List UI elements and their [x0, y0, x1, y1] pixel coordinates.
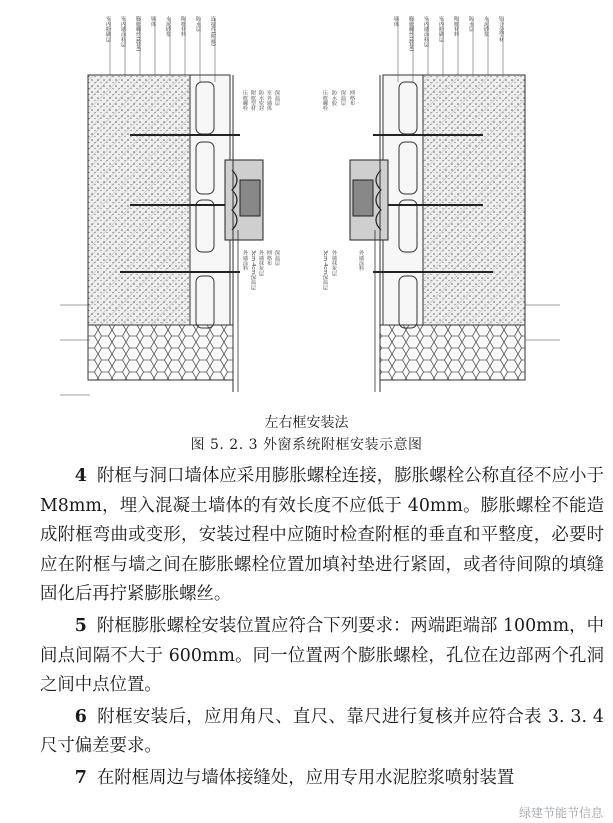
diagram-label: 水泥砂浆	[483, 16, 489, 37]
left-section	[60, 18, 263, 395]
diagram-label: 保温层	[274, 250, 280, 266]
paragraph-number: 7	[74, 767, 87, 788]
diagram-label: 连接件(附框)	[210, 16, 216, 47]
diagram-label: 防水胶	[331, 90, 337, 106]
paragraph-text: 在附框周边与墙体接缝处，应用专用水泥腔浆喷射装置	[96, 767, 515, 788]
diagram-label: 附框材料	[453, 16, 459, 37]
diagram-label: 膨胀螺丝(数量)	[408, 16, 414, 52]
diagram-label: 保温层	[340, 90, 346, 106]
diagram-label: 墙体	[393, 16, 399, 27]
diagram-label: 3cm-4cm保温层	[250, 250, 256, 290]
paragraph-7	[40, 764, 604, 794]
diagram-label: 水泥砂浆	[165, 16, 171, 37]
diagram-label: 外墙涂料	[358, 250, 364, 271]
paragraph-5	[40, 612, 604, 701]
diagram-label: 3cm-4cm保温层	[322, 250, 328, 290]
diagram-label: 外墙抹灰层	[331, 250, 337, 276]
right-section	[350, 18, 560, 392]
diagram-label: 室内粉刷层	[438, 16, 444, 42]
paragraph-text: 附框安装后，应用角尺、直尺、靠尺进行复核并应符合表 3. 3. 4 尺寸偏差要求。	[40, 706, 604, 757]
diagram-label: 压框螺栓	[322, 90, 328, 111]
figure-subtitle: 左右框安装法	[264, 415, 349, 431]
diagram-label: 保温层	[274, 90, 280, 106]
paragraph-text: 附框膨胀螺栓安装位置应符合下列要求：两端距端部 100mm，中间点间隔不大于 600mm。同一位置两个膨胀螺栓，孔位在边部两个孔洞之间中点位置。	[40, 615, 604, 696]
paragraph-text: 附框与洞口墙体应采用膨胀螺栓连接，膨胀螺栓公称直径不应小于 M8mm，埋入混凝土墙体的有效长度不应低于 40mm。膨胀螺栓不能造成附框弯曲或变形，安装过程中应随时检查附框的垂直和平整度，必要时应在附框与墙之间在膨胀螺栓位置加填衬垫进行紧固，或者待间隙的填缝固化后再拧紧膨胀螺丝。	[40, 466, 604, 605]
figure-caption: 图 5. 2. 3 外窗系统附框安装示意图	[190, 437, 423, 453]
paragraph-number: 5	[74, 615, 87, 636]
diagram-label: 室内墙涂料层	[423, 16, 429, 48]
diagram-label: 压框螺栓	[242, 90, 248, 111]
diagram-label: 网格布	[349, 90, 355, 106]
diagram-label: 室内粉刷层	[105, 16, 111, 42]
diagram-label: 铝合金型材	[498, 16, 504, 42]
paragraph-6	[40, 703, 604, 762]
watermark: 绿建节能节信息	[518, 806, 603, 820]
paragraph-number: 4	[74, 466, 87, 486]
diagram-label: 室内墙涂料层	[120, 16, 126, 48]
diagram-label: 附框材料	[180, 16, 186, 37]
diagram-label: 墙体	[150, 16, 156, 27]
diagram-label: 室外墙体	[266, 90, 272, 111]
diagram-label: 附框型材	[250, 90, 256, 111]
diagram-label: 外墙涂料	[242, 250, 248, 271]
paragraph-4	[40, 462, 604, 610]
diagram-label: 防水密封	[258, 90, 264, 111]
diagram-label: 网格布	[266, 250, 272, 266]
body-text	[40, 462, 604, 796]
diagram-label: 外墙抹灰层	[258, 250, 264, 276]
paragraph-number: 6	[74, 706, 87, 727]
diagram-label: 防水层	[468, 16, 474, 32]
diagram-label: 防水层	[195, 16, 201, 32]
diagram-label: 膨胀螺丝(数量)	[135, 16, 141, 52]
window-frame-installation-diagram	[0, 0, 613, 410]
